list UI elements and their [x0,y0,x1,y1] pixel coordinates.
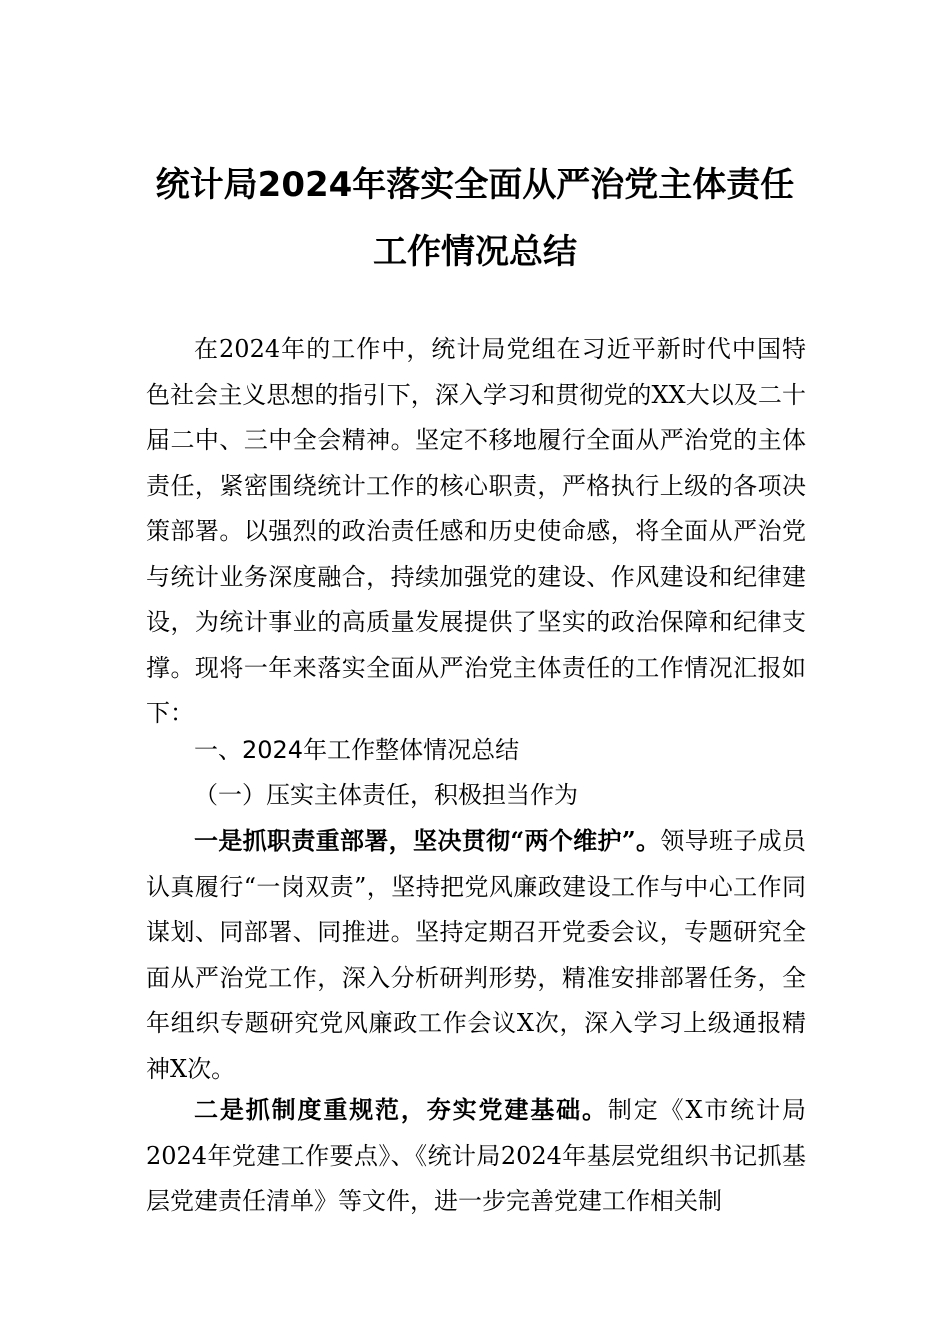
document-title-line-2: 工作情况总结 [373,232,577,272]
point-2-paragraph [146,1087,806,1225]
document-title-line-1: 统计局2024年落实全面从严治党主体责任 [155,165,795,205]
point-1-text: 领导班子成员认真履行“一岗双责”，坚持把党风廉政建设工作与中心工作同谋划、同部署、同推进。坚持定期召开党委会议，专题研究全面从严治党工作，深入分析研判形势，精准安排部署任务，全年组织专题研究党风廉政工作会议X次，深入学习上级通报精神X次。 [146,827,807,1083]
point-1-paragraph [146,818,806,1092]
section-heading-1: 一、2024年工作整体情况总结 [194,736,520,764]
subsection-heading-1: （一）压实主体责任，积极担当作为 [194,781,578,809]
point-2-text: 制定《X市统计局2024年党建工作要点》、《统计局2024年基层党组织书记抓基层党建责任清单》等文件，进一步完善党建工作相关制 [146,1096,807,1215]
intro-paragraph: 在2024年的工作中，统计局党组在习近平新时代中国特色社会主义思想的指引下，深入学习和贯彻党的XX大以及二十届二中、三中全会精神。坚定不移地履行全面从严治党的主体责任，紧密围绕统计工作的核心职责，严格执行上级的各项决策部署。以强烈的政治责任感和历史使命感，将全面从严治党与统计业务深度融合，持续加强党的建设、作风建设和纪律建设，为统计事业的高质量发展提供了坚实的政治保障和纪律支撑。现将一年来落实全面从严治党主体责任的工作情况汇报如下： [146,335,806,727]
point-1-lead: 一是抓职责重部署，坚决贯彻“两个维护”。 [194,826,661,855]
point-2-lead: 二是抓制度重规范，夯实党建基础。 [194,1095,608,1124]
